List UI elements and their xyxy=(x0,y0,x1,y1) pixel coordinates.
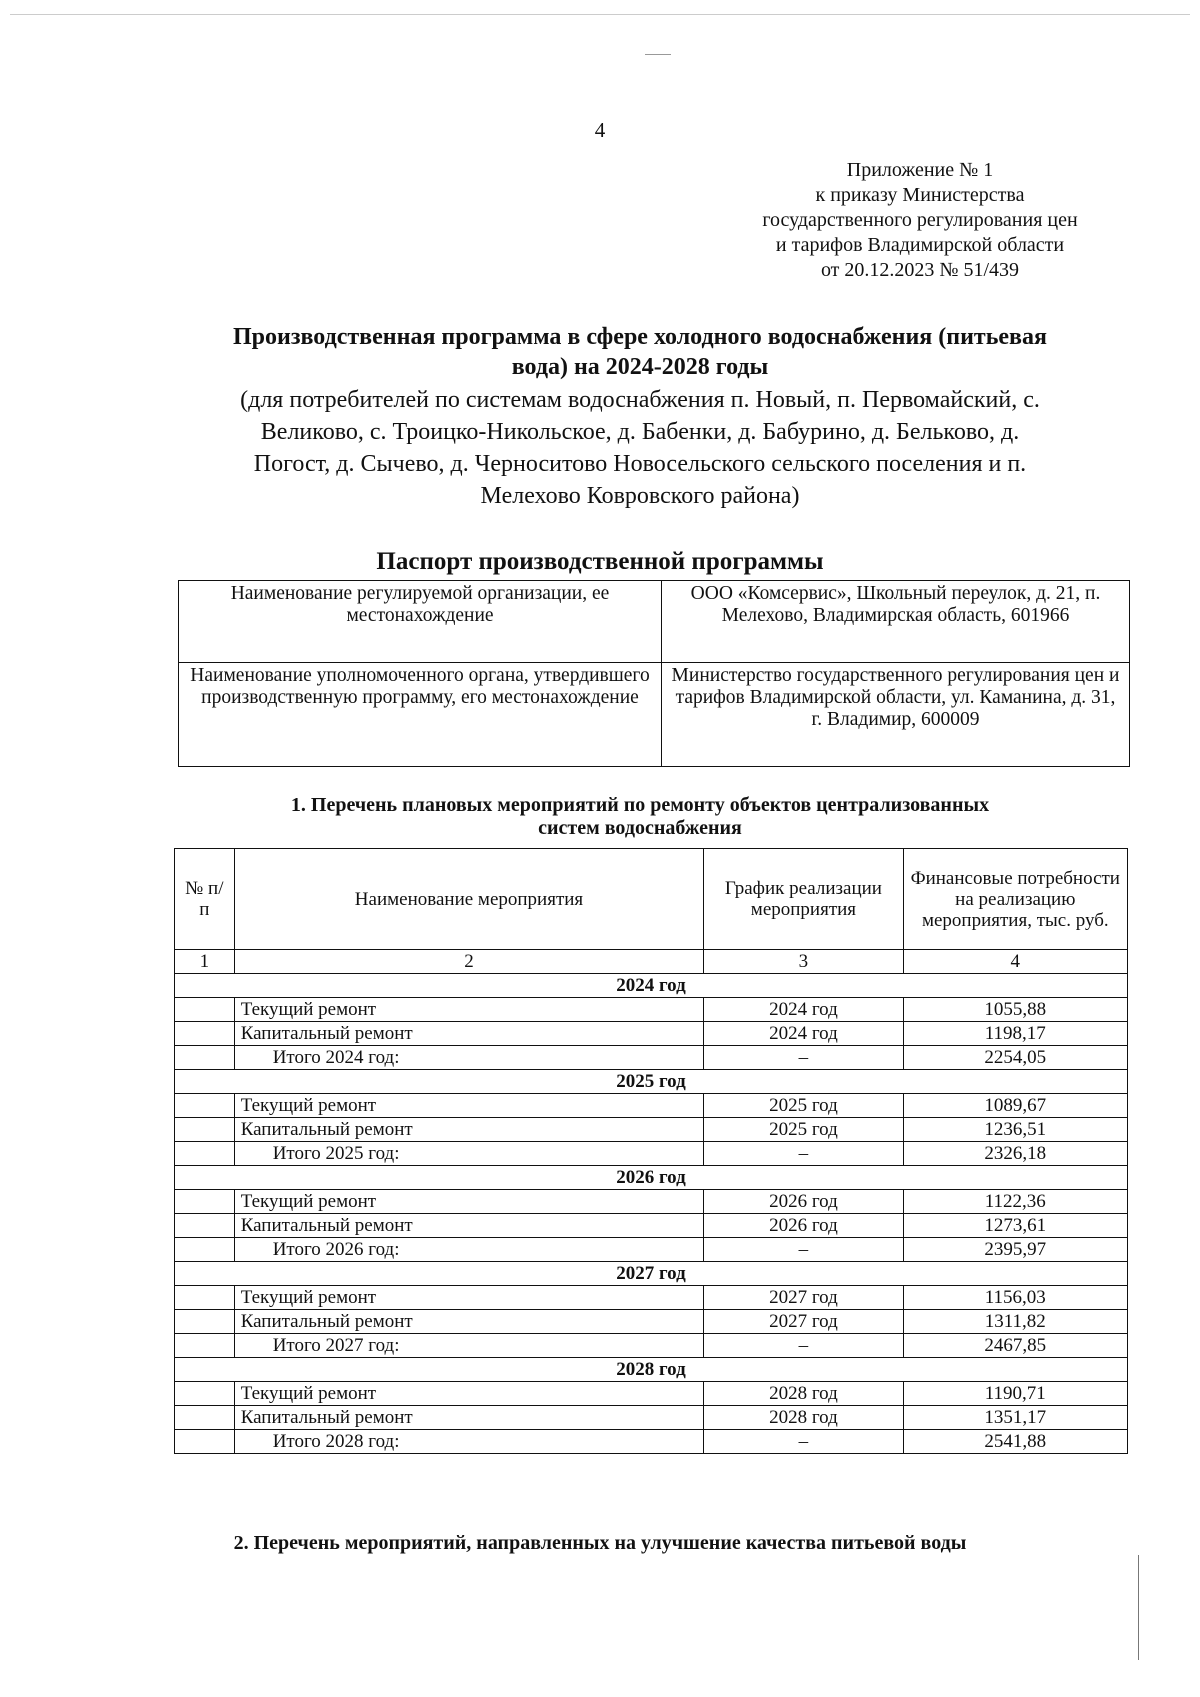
row-sum: 1190,71 xyxy=(903,1382,1127,1406)
row-num xyxy=(175,1118,235,1142)
header-schedule: График реализации мероприятия xyxy=(704,849,903,950)
section1-title-line: систем водоснабжения xyxy=(538,817,742,839)
table-row xyxy=(175,1190,1128,1214)
table-row xyxy=(175,1382,1128,1406)
row-name: Итого 2025 год: xyxy=(234,1142,704,1166)
column-number: 2 xyxy=(234,950,704,974)
row-schedule: 2024 год xyxy=(704,1022,903,1046)
row-sum: 1351,17 xyxy=(903,1406,1127,1430)
row-schedule: – xyxy=(704,1046,903,1070)
header-finance: Финансовые потребности на реализацию мероприятия, тыс. руб. xyxy=(903,849,1127,950)
header-name: Наименование мероприятия xyxy=(234,849,704,950)
table-row xyxy=(175,1214,1128,1238)
year-row xyxy=(175,974,1128,998)
title-line: Производственная программа в сфере холодного водоснабжения (питьевая xyxy=(233,324,1047,350)
row-sum: 1198,17 xyxy=(903,1022,1127,1046)
row-sum: 2395,97 xyxy=(903,1238,1127,1262)
row-num xyxy=(175,1022,235,1046)
appendix-line: к приказу Министерства xyxy=(815,184,1025,206)
row-schedule: – xyxy=(704,1430,903,1454)
passport-value: Министерство государственного регулирования цен и тарифов Владимирской области, ул. Каманина, д. 31, г. Владимир, 600009 xyxy=(662,663,1130,767)
row-name: Капитальный ремонт xyxy=(234,1214,704,1238)
year-label: 2025 год xyxy=(175,1070,1128,1094)
row-sum: 1089,67 xyxy=(903,1094,1127,1118)
column-number: 3 xyxy=(704,950,903,974)
row-schedule: 2025 год xyxy=(704,1118,903,1142)
page-number: 4 xyxy=(594,118,606,142)
row-name: Текущий ремонт xyxy=(234,1094,704,1118)
row-num xyxy=(175,1142,235,1166)
row-num xyxy=(175,1214,235,1238)
program-title xyxy=(150,322,1130,382)
row-schedule: 2025 год xyxy=(704,1094,903,1118)
table-row xyxy=(175,1310,1128,1334)
subtitle-line: Мелехово Ковровского района) xyxy=(480,483,800,509)
appendix-line: и тарифов Владимирской области xyxy=(775,234,1065,256)
total-row xyxy=(175,1046,1128,1070)
row-sum: 2254,05 xyxy=(903,1046,1127,1070)
row-schedule: – xyxy=(704,1238,903,1262)
appendix-line: государственного регулирования цен xyxy=(762,209,1078,231)
header-num: № п/п xyxy=(175,849,235,950)
section1-title-line: 1. Перечень плановых мероприятий по ремонту объектов централизованных xyxy=(290,794,990,816)
row-num xyxy=(175,1430,235,1454)
row-name: Текущий ремонт xyxy=(234,998,704,1022)
row-name: Итого 2024 год: xyxy=(234,1046,704,1070)
row-name: Итого 2026 год: xyxy=(234,1238,704,1262)
row-name: Капитальный ремонт xyxy=(234,1310,704,1334)
passport-title: Паспорт производственной программы xyxy=(376,548,824,575)
table-row xyxy=(175,1118,1128,1142)
row-schedule: – xyxy=(704,1142,903,1166)
row-schedule: – xyxy=(704,1334,903,1358)
subtitle-line: Великово, с. Троицко-Никольское, д. Бабенки, д. Бабурино, д. Бельково, д. xyxy=(260,419,1020,445)
year-row xyxy=(175,1166,1128,1190)
row-num xyxy=(175,998,235,1022)
year-label: 2026 год xyxy=(175,1166,1128,1190)
row-name: Итого 2028 год: xyxy=(234,1430,704,1454)
section2-title: 2. Перечень мероприятий, направленных на улучшение качества питьевой воды xyxy=(233,1532,967,1554)
row-sum: 1156,03 xyxy=(903,1286,1127,1310)
header-row xyxy=(175,849,1128,950)
year-row xyxy=(175,1262,1128,1286)
table-row xyxy=(175,1022,1128,1046)
row-sum: 1055,88 xyxy=(903,998,1127,1022)
section1-title xyxy=(150,794,1130,840)
subtitle-line: Погост, д. Сычево, д. Черноситово Новосельского сельского поселения и п. xyxy=(253,451,1027,477)
passport-table xyxy=(178,580,1130,767)
row-num xyxy=(175,1286,235,1310)
year-row xyxy=(175,1358,1128,1382)
row-schedule: 2024 год xyxy=(704,998,903,1022)
row-schedule: 2028 год xyxy=(704,1382,903,1406)
row-sum: 1122,36 xyxy=(903,1190,1127,1214)
row-num xyxy=(175,1406,235,1430)
row-sum: 2326,18 xyxy=(903,1142,1127,1166)
row-num xyxy=(175,1310,235,1334)
total-row xyxy=(175,1142,1128,1166)
subtitle-line: (для потребителей по системам водоснабжения п. Новый, п. Первомайский, с. xyxy=(240,387,1040,413)
row-sum: 2541,88 xyxy=(903,1430,1127,1454)
scan-noise-edge xyxy=(1138,1555,1139,1660)
repair-plan-table xyxy=(174,848,1128,1454)
row-num xyxy=(175,1238,235,1262)
row-num xyxy=(175,1382,235,1406)
row-name: Текущий ремонт xyxy=(234,1286,704,1310)
column-numbers-row xyxy=(175,950,1128,974)
title-line: вода) на 2024-2028 годы xyxy=(511,354,769,380)
table-row xyxy=(175,1094,1128,1118)
row-schedule: 2026 год xyxy=(704,1214,903,1238)
row-schedule: 2027 год xyxy=(704,1286,903,1310)
row-num xyxy=(175,1094,235,1118)
appendix-block xyxy=(700,158,1140,283)
row-num xyxy=(175,1190,235,1214)
row-schedule: 2026 год xyxy=(704,1190,903,1214)
appendix-line: Приложение № 1 xyxy=(846,159,994,181)
row-name: Итого 2027 год: xyxy=(234,1334,704,1358)
scan-noise-mark xyxy=(645,54,671,55)
total-row xyxy=(175,1430,1128,1454)
row-schedule: 2027 год xyxy=(704,1310,903,1334)
passport-label: Наименование регулируемой организации, ее местонахождение xyxy=(179,581,662,663)
row-sum: 1273,61 xyxy=(903,1214,1127,1238)
program-subtitle xyxy=(150,384,1130,512)
total-row xyxy=(175,1334,1128,1358)
year-row xyxy=(175,1070,1128,1094)
table-row xyxy=(175,1286,1128,1310)
passport-row xyxy=(179,663,1130,767)
row-name: Капитальный ремонт xyxy=(234,1406,704,1430)
year-label: 2028 год xyxy=(175,1358,1128,1382)
column-number: 4 xyxy=(903,950,1127,974)
row-schedule: 2028 год xyxy=(704,1406,903,1430)
table-row xyxy=(175,1406,1128,1430)
column-number: 1 xyxy=(175,950,235,974)
passport-label: Наименование уполномоченного органа, утвердившего производственную программу, его местонахождение xyxy=(179,663,662,767)
row-num xyxy=(175,1334,235,1358)
year-label: 2024 год xyxy=(175,974,1128,998)
table-row xyxy=(175,998,1128,1022)
row-num xyxy=(175,1046,235,1070)
year-label: 2027 год xyxy=(175,1262,1128,1286)
row-sum: 1236,51 xyxy=(903,1118,1127,1142)
total-row xyxy=(175,1238,1128,1262)
appendix-line: от 20.12.2023 № 51/439 xyxy=(820,259,1020,281)
row-name: Текущий ремонт xyxy=(234,1190,704,1214)
scan-noise-top xyxy=(10,14,1190,15)
passport-value: ООО «Комсервис», Школьный переулок, д. 21, п. Мелехово, Владимирская область, 601966 xyxy=(662,581,1130,663)
row-sum: 1311,82 xyxy=(903,1310,1127,1334)
row-name: Капитальный ремонт xyxy=(234,1022,704,1046)
passport-row xyxy=(179,581,1130,663)
row-sum: 2467,85 xyxy=(903,1334,1127,1358)
row-name: Капитальный ремонт xyxy=(234,1118,704,1142)
row-name: Текущий ремонт xyxy=(234,1382,704,1406)
